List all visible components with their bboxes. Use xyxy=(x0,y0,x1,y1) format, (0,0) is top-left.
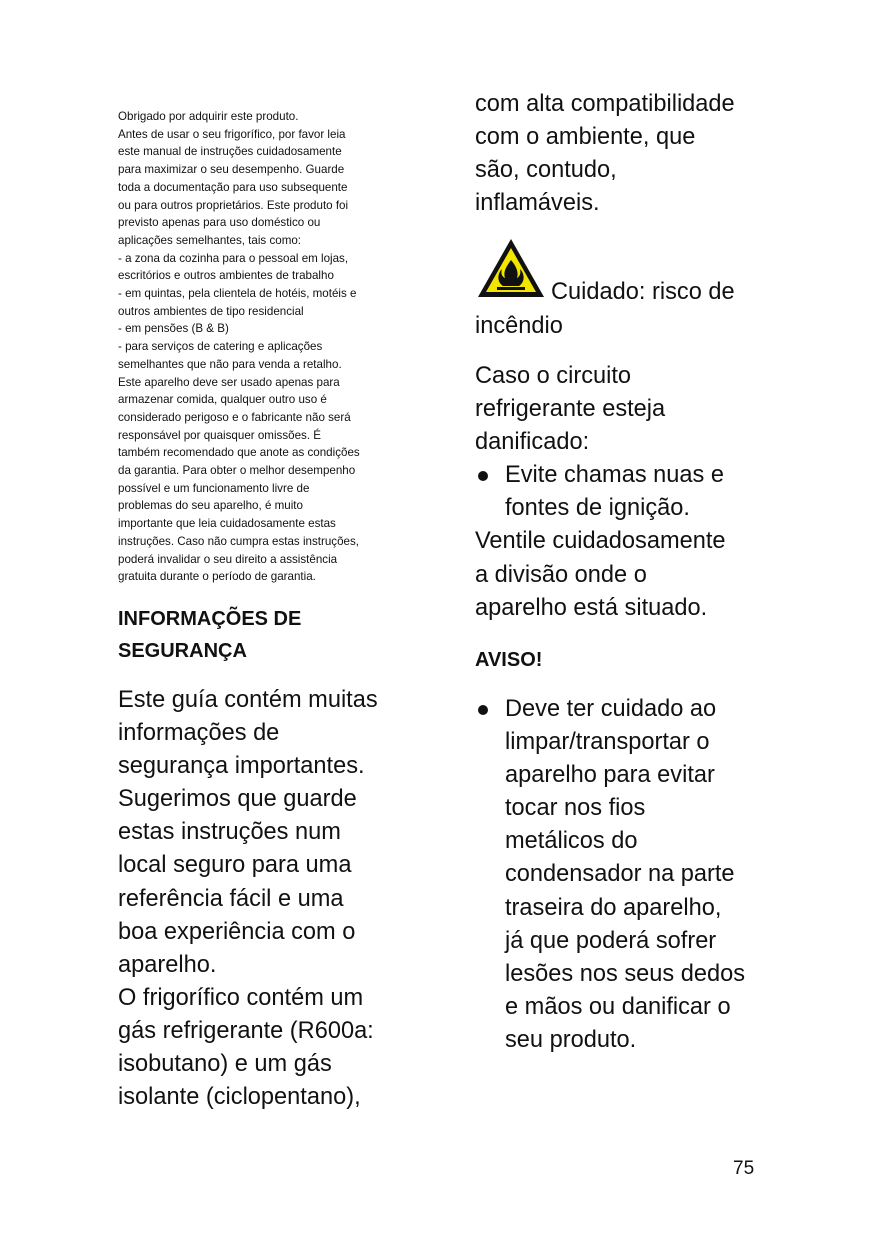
safety-body-line: aparelho. xyxy=(118,951,217,978)
safety-body-line: informações de xyxy=(118,720,280,747)
bullet-item-condenser xyxy=(475,693,745,1057)
safety-heading xyxy=(118,603,400,667)
bullet-text-line: Deve ter cuidado ao xyxy=(505,696,717,722)
safety-body-line: estas instruções num xyxy=(118,819,341,846)
intro-line: aplicações semelhantes, tais como: xyxy=(118,233,302,247)
fire-warning-line2: incêndio xyxy=(475,313,563,339)
circuit-line: refrigerante esteja xyxy=(475,396,666,423)
bullet-text-line: Evite chamas nuas e xyxy=(505,462,725,489)
bullet-text-line: já que poderá sofrer xyxy=(505,927,717,954)
bullet-text-line: tocar nos fios xyxy=(505,795,646,822)
intro-line: poderá invalidar o seu direito a assistência xyxy=(118,552,338,566)
intro-line: - em quintas, pela clientela de hotéis, motéis e xyxy=(118,287,357,301)
intro-line: importante que leia cuidadosamente estas xyxy=(118,517,336,531)
safety-body-line: local seguro para uma xyxy=(118,852,352,879)
intro-line: armazenar comida, qualquer outro uso é xyxy=(118,393,327,407)
intro-line: escritórios e outros ambientes de trabalho xyxy=(118,269,334,283)
bullet-text-line: metálicos do xyxy=(505,828,638,855)
safety-body-line: referência fácil e uma xyxy=(118,885,344,912)
intro-line: para maximizar o seu desempenho. Guarde xyxy=(118,163,345,177)
bullet-text-line: traseira do aparelho, xyxy=(505,894,722,921)
intro-line: previsto apenas para uso doméstico ou xyxy=(118,216,321,230)
fire-warning-line1: Cuidado: risco de xyxy=(551,279,735,305)
aviso-section xyxy=(475,693,745,1057)
intro-paragraph xyxy=(118,108,400,586)
ventilate-line: aparelho está situado. xyxy=(475,594,708,621)
intro-line: Obrigado por adquirir este produto. xyxy=(118,110,299,123)
intro-line: toda a documentação para uso subsequente xyxy=(118,180,348,194)
bullet-icon xyxy=(478,705,488,715)
safety-body-line: boa experiência com o xyxy=(118,918,356,945)
intro-line: problemas do seu aparelho, é muito xyxy=(118,499,303,513)
bullet-text-line: seu produto. xyxy=(505,1026,637,1053)
safety-heading-line: SEGURANÇA xyxy=(118,640,247,662)
intro-line: da garantia. Para obter o melhor desempenho xyxy=(118,464,356,478)
intro-line: possível e um funcionamento livre de xyxy=(118,481,310,495)
continued-line: são, contudo, xyxy=(475,157,617,184)
intro-line: outros ambientes de tipo residencial xyxy=(118,304,304,318)
bullet-item-flames xyxy=(475,459,726,525)
circuit-line: danificado: xyxy=(475,429,590,456)
bullet-text-line: lesões nos seus dedos xyxy=(505,960,746,987)
bullet-text-line: fontes de ignição. xyxy=(505,495,690,522)
continued-line: inflamáveis. xyxy=(475,190,600,217)
safety-body xyxy=(118,684,408,1114)
intro-line: - para serviços de catering e aplicações xyxy=(118,340,323,354)
intro-line: instruções. Caso não cumpra estas instruções, xyxy=(118,534,360,548)
ventilate-line: Ventile cuidadosamente xyxy=(475,528,726,555)
intro-line: considerado perigoso e o fabricante não será xyxy=(118,410,351,424)
safety-body-line: isolante (ciclopentano), xyxy=(118,1084,361,1111)
intro-line: semelhantes que não para venda a retalho. xyxy=(118,357,342,371)
bullet-text-line: limpar/transportar o xyxy=(505,729,710,756)
circuit-line: Caso o circuito xyxy=(475,363,632,389)
page-number: 75 xyxy=(733,1158,755,1179)
intro-line: - em pensões (B & B) xyxy=(118,322,229,336)
intro-line: responsável por quaisquer omissões. É xyxy=(118,428,321,442)
continued-paragraph xyxy=(475,88,735,220)
safety-body-line: Este guía contém muitas xyxy=(118,687,378,713)
intro-line: Este aparelho deve ser usado apenas para xyxy=(118,375,340,389)
intro-line: - a zona da cozinha para o pessoal em lojas, xyxy=(118,251,349,265)
safety-body-line: Sugerimos que guarde xyxy=(118,786,357,813)
safety-heading-line: INFORMAÇÕES DE xyxy=(118,608,302,630)
flammable-warning-icon xyxy=(475,236,547,300)
safety-body-line: isobutano) e um gás xyxy=(118,1051,332,1078)
intro-line: também recomendado que anote as condições xyxy=(118,446,360,460)
bullet-text-line: aparelho para evitar xyxy=(505,762,715,789)
circuit-section xyxy=(475,360,726,625)
safety-body-line: O frigorífico contém um xyxy=(118,984,364,1011)
continued-line: com o ambiente, que xyxy=(475,124,696,151)
safety-body-line: gás refrigerante (R600a: xyxy=(118,1017,374,1044)
bullet-icon xyxy=(478,471,488,481)
intro-line: Antes de usar o seu frigorífico, por favor leia xyxy=(118,127,346,141)
intro-line: este manual de instruções cuidadosamente xyxy=(118,145,342,159)
intro-line: ou para outros proprietários. Este produto foi xyxy=(118,198,349,212)
aviso-heading: AVISO! xyxy=(475,649,543,671)
intro-line: gratuita durante o período de garantia. xyxy=(118,570,316,584)
bullet-text-line: e mãos ou danificar o xyxy=(505,993,731,1020)
safety-body-line: segurança importantes. xyxy=(118,753,365,780)
bullet-text-line: condensador na parte xyxy=(505,861,735,888)
ventilate-line: a divisão onde o xyxy=(475,561,647,588)
continued-line: com alta compatibilidade xyxy=(475,91,735,117)
